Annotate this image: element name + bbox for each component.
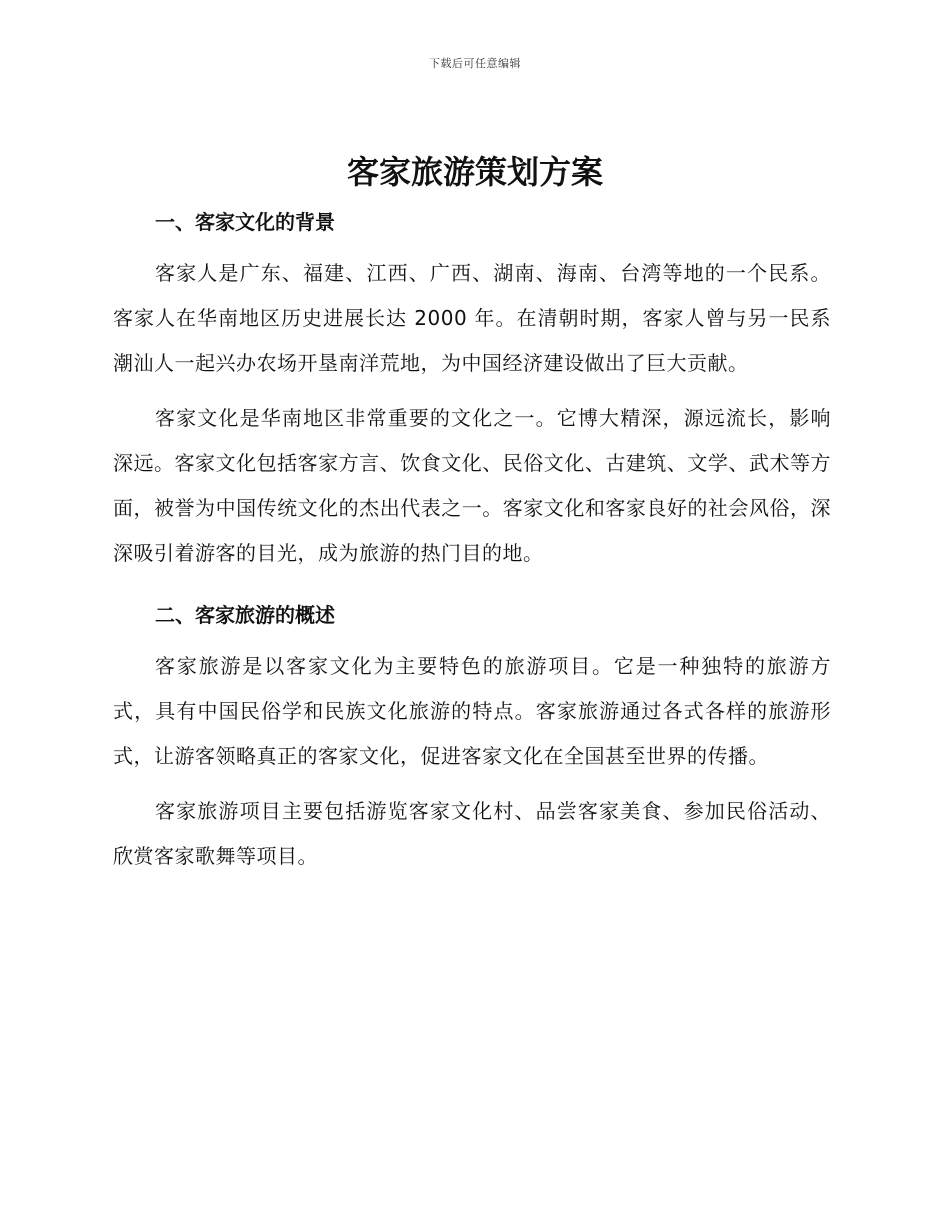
section-overview <box>113 596 831 879</box>
paragraph: 客家人是广东、福建、江西、广西、湖南、海南、台湾等地的一个民系。客家人在华南地区历史进展长达 2000 年。在清朝时期，客家人曾与另一民系潮汕人一起兴办农场开垦南洋荒地，为中国经济建设做出了巨大贡献。 <box>113 261 831 375</box>
header-note: 下载后可任意编辑 <box>429 57 521 70</box>
paragraph: 客家文化是华南地区非常重要的文化之一。它博大精深，源远流长，影响深远。客家文化包括客家方言、饮食文化、民俗文化、古建筑、文学、武术等方面，被誉为中国传统文化的杰出代表之一。客家文化和客家良好的社会风俗，深深吸引着游客的目光，成为旅游的热门目的地。 <box>113 406 831 565</box>
section-heading: 一、客家文化的背景 <box>155 210 335 234</box>
document-title: 客家旅游策划方案 <box>346 153 603 191</box>
section-background <box>113 203 831 576</box>
section-heading: 二、客家旅游的概述 <box>155 603 335 627</box>
paragraph: 客家旅游项目主要包括游览客家文化村、品尝客家美食、参加民俗活动、欣赏客家歌舞等项目。 <box>113 799 831 868</box>
paragraph: 客家旅游是以客家文化为主要特色的旅游项目。它是一种独特的旅游方式，具有中国民俗学和民族文化旅游的特点。客家旅游通过各式各样的旅游形式，让游客领略真正的客家文化，促进客家文化在全国甚至世界的传播。 <box>113 654 831 768</box>
document-body <box>113 203 831 889</box>
